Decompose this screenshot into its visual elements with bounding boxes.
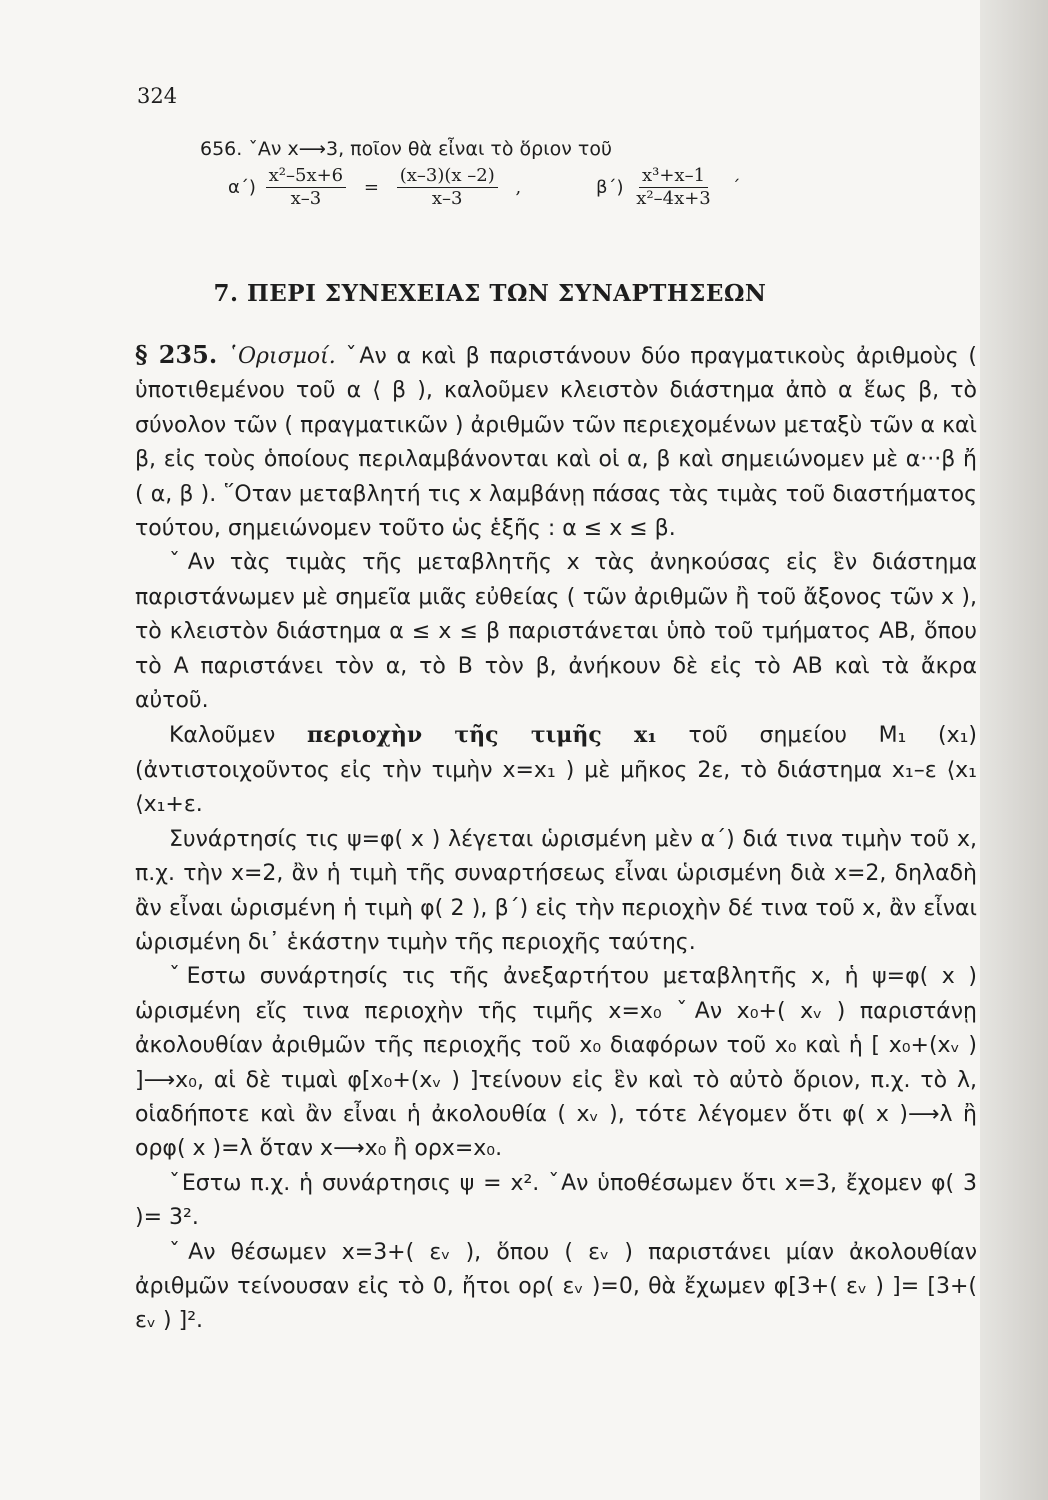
fraction-a1-numerator: x²–5x+6 bbox=[266, 165, 347, 188]
exercise-intro: 656. ˇΑν x⟶3, ποῖον θὰ εἶναι τὸ ὅριον τοῦ bbox=[200, 138, 612, 160]
page-number: 324 bbox=[137, 84, 178, 108]
paragraph-7: ˇΑν θέσωμεν x=3+( εᵥ ), ὅπου ( εᵥ ) παριστάνει μίαν ἀκολουθίαν ἀριθμῶν τείνουσαν εἰς τὸ 0, ἤτοι ορ( εᵥ )=0, θὰ ἔχωμεν φ[3+( εᵥ ) ]= [3+( εᵥ ) ]². bbox=[135, 1239, 977, 1334]
part-b-formula bbox=[596, 165, 749, 210]
section-heading: 7. ΠΕΡΙ ΣΥΝΕΧΕΙΑΣ ΤΩΝ ΣΥΝΑΡΤΗΣΕΩΝ bbox=[213, 280, 767, 307]
fraction-a1 bbox=[266, 165, 347, 210]
section-number: § 235. bbox=[135, 340, 218, 369]
fraction-a1-denominator: x–3 bbox=[290, 188, 322, 209]
adjacent-page-edge bbox=[980, 0, 1048, 1500]
paragraph-3-post: τοῦ σημείου Μ₁ (x₁) (ἀντιστοιχοῦντος εἰς τὴν τιμὴν x=x₁ ) μὲ μῆκος 2ε, τὸ διάστημα x₁–ε ⟨x₁ ⟨x₁+ε. bbox=[135, 723, 977, 818]
part-a-tail: , bbox=[515, 177, 522, 198]
part-b-tail: ΄ bbox=[731, 177, 741, 198]
part-a-formula bbox=[228, 165, 529, 210]
equals-sign: = bbox=[363, 177, 379, 198]
paragraph-1-text: ˇΑν α καὶ β παριστάνουν δύο πραγματικοὺς ἀριθμοὺς ( ὑποτιθεμένου τοῦ α ⟨ β ), καλοῦμεν κλειστὸν διάστημα ἀπὸ α ἕως β, τὸ σύνολον τῶν ( πραγματικῶν ) ἀριθμῶν τῶν περιεχομένων μεταξὺ τῶν α καὶ β, εἰς τοὺς ὁποίους περιλαμβάνονται καὶ οἱ α, β καὶ σημειώνομεν μὲ α···β ἤ ( α, β ). ῞Οταν μεταβλητή τις x λαμβάνῃ πάσας τὰς τιμὰς τοῦ διαστήματος τούτου, σημειώνομεν τοῦτο ὡς ἑξῆς : α ≤ x ≤ β. bbox=[135, 344, 977, 542]
part-b-label: β΄) bbox=[596, 177, 624, 198]
paragraph-2: ˇΑν τὰς τιμὰς τῆς μεταβλητῆς x τὰς ἀνηκούσας εἰς ἓν διάστημα παριστάνωμεν μὲ σημεῖα μιᾶς εὐθείας ( τῶν ἀριθμῶν ἢ τοῦ ἄξονος τῶν x ), τὸ κλειστὸν διάστημα α ≤ x ≤ β παριστάνεται ὑπὸ τοῦ τμήματος ΑΒ, ὅπου τὸ Α παριστάνει τὸν α, τὸ Β τὸν β, ἀνήκουν δὲ εἰς τὸ ΑΒ καὶ τὰ ἄκρα αὐτοῦ. bbox=[135, 550, 977, 714]
paragraph-3-pre: Καλοῦμεν bbox=[169, 723, 307, 749]
paragraph-3 bbox=[135, 718, 977, 822]
defined-term: περιοχὴν τῆς τιμῆς x₁ bbox=[306, 722, 657, 749]
fraction-a2-denominator: x–3 bbox=[431, 188, 463, 209]
fraction-b bbox=[633, 165, 714, 210]
part-a-label: α΄) bbox=[228, 177, 256, 198]
fraction-a2 bbox=[397, 165, 498, 210]
paragraph-definitions bbox=[135, 338, 977, 546]
fraction-a2-numerator: (x–3)(x –2) bbox=[397, 165, 498, 188]
body-text bbox=[135, 338, 977, 1339]
fraction-b-numerator: x³+x–1 bbox=[639, 165, 708, 188]
paragraph-4: Συνάρτησίς τις ψ=φ( x ) λέγεται ὡρισμένη μὲν α΄) διά τινα τιμὴν τοῦ x, π.χ. τὴν x=2, ἂν ἡ τιμὴ τῆς συναρτήσεως εἶναι ὡρισμένη διὰ x=2, δηλαδὴ ἂν εἶναι ὡρισμένη ἡ τιμὴ φ( 2 ), β΄) εἰς τὴν περιοχὴν δέ τινα τοῦ x, ἂν εἶναι ὡρισμένη δι᾽ ἑκάστην τιμὴν τῆς περιοχῆς ταύτης. bbox=[135, 826, 977, 955]
section-title: ῾Ορισμοί. bbox=[227, 344, 336, 369]
exercise-formulas bbox=[200, 165, 820, 225]
paragraph-6: ˇΕστω π.χ. ἡ συνάρτησις ψ = x². ˇΑν ὑποθέσωμεν ὅτι x=3, ἔχομεν φ( 3 )= 3². bbox=[135, 1170, 977, 1231]
fraction-b-denominator: x²–4x+3 bbox=[636, 188, 711, 209]
paragraph-5: ˇΕστω συνάρτησίς τις τῆς ἀνεξαρτήτου μεταβλητῆς x, ἡ ψ=φ( x ) ὡρισμένη εἴς τινα περιοχὴν τῆς τιμῆς x=x₀ ˇΑν x₀+( xᵥ ) παριστάνῃ ἀκολουθίαν ἀριθμῶν τῆς περιοχῆς τοῦ x₀ διαφόρων τοῦ x₀ καὶ ἡ [ x₀+(xᵥ ) ]⟶x₀, αἱ δὲ τιμαὶ φ[x₀+(xᵥ ) ]τείνουν εἰς ἓν καὶ τὸ αὐτὸ ὅριον, π.χ. τὸ λ, οἱαδήποτε καὶ ἂν εἶναι ἡ ἀκολουθία ( xᵥ ), τότε λέγομεν ὅτι φ( x )⟶λ ἢ ορφ( x )=λ ὅταν x⟶x₀ ἢ ορx=x₀. bbox=[135, 964, 977, 1162]
